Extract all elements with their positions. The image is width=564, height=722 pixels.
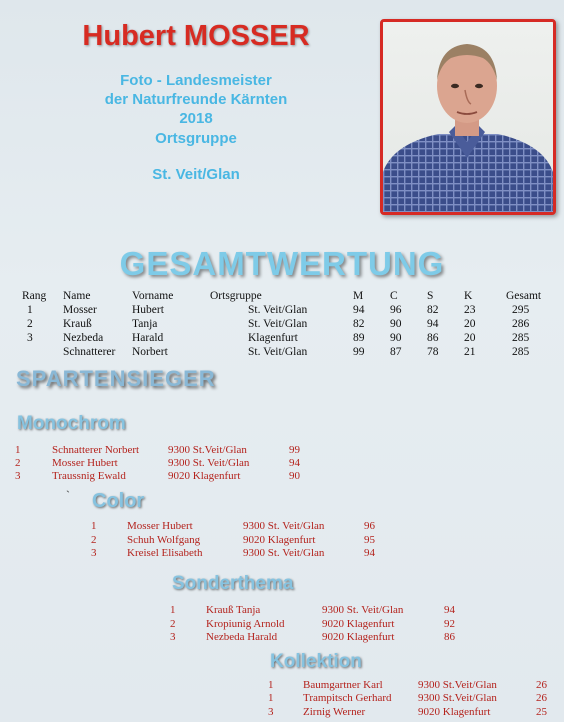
location: 9300 St.Veit/Glan: [168, 444, 247, 456]
score-m-cell: 94: [353, 304, 365, 316]
ortsgruppe-cell: St. Veit/Glan: [248, 346, 308, 358]
score: 94: [364, 547, 375, 559]
participant-name: Baumgartner Karl: [303, 679, 383, 691]
total-cell: 285: [512, 332, 530, 344]
score-c-cell: 96: [390, 304, 402, 316]
rank-cell: 2: [27, 318, 33, 330]
monochrom-heading: Monochrom: [17, 413, 126, 434]
location: 9020 Klagenfurt: [243, 534, 316, 546]
score-s-cell: 94: [427, 318, 439, 330]
list-item: [268, 692, 558, 706]
rank-cell: [22, 345, 63, 359]
header-cell: S: [427, 290, 434, 302]
spartensieger-heading: SPARTENSIEGER: [16, 366, 216, 391]
header-cell: K: [464, 290, 473, 302]
vorname-cell: Hubert: [132, 304, 164, 316]
location: 9020 Klagenfurt: [168, 470, 241, 482]
portrait-photo: [380, 19, 556, 215]
rank: 2: [170, 618, 176, 630]
gesamtwertung-heading: GESAMTWERTUNG: [119, 245, 445, 282]
header-cell: M: [353, 290, 364, 302]
score-s-cell: 78: [427, 346, 439, 358]
score-s-cell: 86: [427, 332, 439, 344]
ortsgruppe-cell: St. Veit/Glan: [248, 318, 308, 330]
score: 90: [289, 470, 300, 482]
total-cell: 285: [512, 346, 530, 358]
list-item: [15, 444, 315, 458]
rank-cell: 1: [27, 304, 33, 316]
name-cell: Nezbeda: [63, 332, 104, 344]
subtitle-ortsgruppe-name: St. Veit/Glan: [152, 166, 240, 183]
score: 94: [444, 604, 455, 616]
page-title: Hubert MOSSER: [82, 20, 310, 52]
header-cell: Rang: [22, 290, 47, 302]
list-item: [170, 604, 470, 618]
list-item: [170, 631, 470, 645]
score: 25: [536, 706, 547, 718]
ortsgruppe-cell: Klagenfurt: [248, 332, 298, 344]
table-row: [22, 331, 551, 345]
score-k-cell: 21: [464, 346, 476, 358]
rank: 1: [268, 679, 274, 691]
sonderthema-heading: Sonderthema: [172, 573, 294, 594]
subtitle-line-2: der Naturfreunde Kärnten: [104, 91, 288, 108]
name-cell: Schnatterer: [63, 346, 116, 358]
location: 9300 St.Veit/Glan: [418, 692, 497, 704]
list-item: [91, 520, 391, 534]
subtitle-ortsgruppe-label: Ortsgruppe: [155, 130, 237, 147]
participant-name: Schnatterer Norbert: [52, 444, 140, 456]
score-k-cell: 20: [464, 332, 476, 344]
score-s-cell: 82: [427, 304, 439, 316]
score: 99: [289, 444, 300, 456]
rank: 3: [268, 706, 274, 718]
rank: 1: [268, 692, 274, 704]
score-m-cell: 82: [353, 318, 365, 330]
list-item: [91, 547, 391, 561]
participant-name: Trampitsch Gerhard: [303, 692, 392, 704]
list-item: [15, 470, 315, 484]
score: 94: [289, 457, 300, 469]
score-c-cell: 90: [390, 332, 402, 344]
location: 9300 St. Veit/Glan: [322, 604, 404, 616]
participant-name: Traussnig Ewald: [52, 470, 126, 482]
location: 9300 St. Veit/Glan: [168, 457, 250, 469]
participant-name: Kreisel Elisabeth: [127, 547, 203, 559]
rank: 2: [91, 534, 97, 546]
location: 9300 St. Veit/Glan: [243, 520, 325, 532]
list-item: [15, 457, 315, 471]
score: 96: [364, 520, 375, 532]
rank: 1: [91, 520, 97, 532]
participant-name: Mosser Hubert: [127, 520, 193, 532]
rank: 3: [170, 631, 176, 643]
score-c-cell: 87: [390, 346, 402, 358]
rank: 1: [170, 604, 176, 616]
list-item: [170, 618, 470, 632]
location: 9300 St. Veit/Glan: [243, 547, 325, 559]
score: 26: [536, 679, 547, 691]
score: 86: [444, 631, 455, 643]
vorname-cell: Tanja: [132, 318, 158, 330]
total-cell: 295: [512, 304, 530, 316]
subtitle-year: 2018: [179, 110, 213, 127]
header-cell: Vorname: [132, 290, 174, 302]
location: 9020 Klagenfurt: [322, 618, 395, 630]
rank: 2: [15, 457, 21, 469]
score-k-cell: 23: [464, 304, 476, 316]
rank: 3: [15, 470, 21, 482]
subtitle-line-1: Foto - Landesmeister: [120, 72, 272, 89]
score-m-cell: 99: [353, 346, 365, 358]
score-k-cell: 20: [464, 318, 476, 330]
score-c-cell: 90: [390, 318, 402, 330]
participant-name: Kropiunig Arnold: [206, 618, 285, 630]
rank: 3: [91, 547, 97, 559]
header-cell: Gesamt: [506, 290, 542, 302]
score: 95: [364, 534, 375, 546]
location: 9020 Klagenfurt: [322, 631, 395, 643]
total-cell: 286: [512, 318, 530, 330]
header-cell: Name: [63, 290, 91, 302]
portrait-illustration: [383, 22, 553, 212]
rank: 1: [15, 444, 21, 456]
name-cell: Mosser: [63, 304, 97, 316]
header-cell: Ortsgruppe: [210, 290, 262, 302]
score: 26: [536, 692, 547, 704]
header-cell: C: [390, 290, 398, 302]
table-row: [22, 345, 551, 359]
name-cell: Krauß: [63, 318, 92, 330]
table-header-row: [22, 289, 551, 303]
stray-mark: `: [66, 488, 70, 502]
list-item: [268, 706, 558, 720]
rank-cell: 3: [27, 332, 33, 344]
table-row: [22, 317, 551, 331]
location: 9020 Klagenfurt: [418, 706, 491, 718]
location: 9300 St.Veit/Glan: [418, 679, 497, 691]
kollektion-heading: Kollektion: [270, 651, 362, 672]
participant-name: Krauß Tanja: [206, 604, 261, 616]
ortsgruppe-cell: St. Veit/Glan: [248, 304, 308, 316]
score: 92: [444, 618, 455, 630]
participant-name: Nezbeda Harald: [206, 631, 278, 643]
list-item: [268, 679, 558, 693]
score-m-cell: 89: [353, 332, 365, 344]
color-heading: Color: [92, 490, 145, 512]
gesamtwertung-table: [22, 289, 551, 359]
table-row: [22, 303, 551, 317]
list-item: [91, 534, 391, 548]
participant-name: Zirnig Werner: [303, 706, 366, 718]
vorname-cell: Harald: [132, 332, 164, 344]
vorname-cell: Norbert: [132, 346, 168, 358]
participant-name: Mosser Hubert: [52, 457, 118, 469]
participant-name: Schuh Wolfgang: [127, 534, 201, 546]
